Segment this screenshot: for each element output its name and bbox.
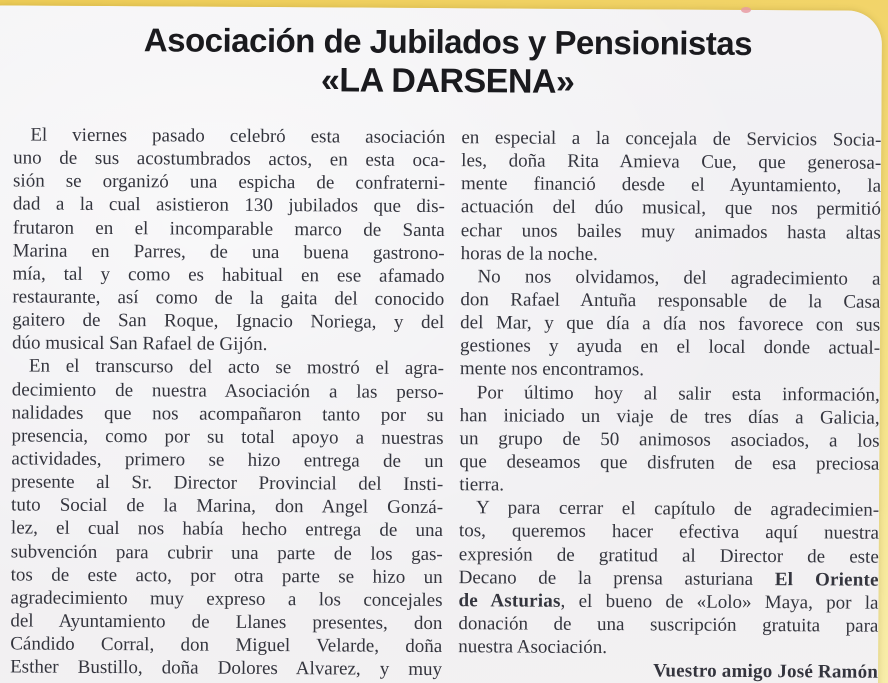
text-line (11, 447, 443, 473)
text-segment: Cándido Corral, don Miguel Velarde, doña (10, 633, 443, 658)
text-line (10, 633, 442, 659)
text-line (459, 496, 879, 522)
text-line (459, 450, 879, 476)
text-line (10, 586, 442, 612)
text-line (11, 540, 443, 566)
text-line (11, 517, 443, 543)
text-segment: mente financió desde el Ayuntamiento, la (460, 173, 882, 198)
text-line (12, 332, 444, 358)
text-segment: Y para cerrar el capítulo de agradecimien- (476, 497, 880, 521)
article-headline (14, 19, 882, 104)
text-segment: sión se organizó una espicha de confraterni- (13, 170, 446, 195)
text-line (459, 566, 879, 592)
text-line (11, 563, 443, 589)
text-segment: nalidades que nos acompañaron tanto por su (11, 402, 444, 426)
text-segment: echar unos bailes muy animados hasta altas (460, 219, 881, 244)
text-segment: tuto Social de la Marina, don Angel Gonzá- (11, 494, 444, 519)
text-segment: subvención para cubrir una parte de los gas- (10, 540, 443, 565)
text-line (10, 656, 442, 682)
text-segment: horas de la noche. (460, 242, 598, 265)
text-segment: actividades, primero se hizo entrega de un (11, 448, 444, 473)
text-segment: frutaron en el incomparable marco de Santa (12, 216, 445, 241)
text-segment: dúo musical San Rafael de Gijón. (12, 332, 268, 356)
text-line (459, 520, 879, 546)
text-segment: Decano de la prensa asturiana (458, 566, 775, 590)
text-line (13, 123, 445, 149)
text-line (460, 288, 880, 314)
text-line (13, 170, 445, 196)
text-segment: que deseamos que disfruten de esa preciosa (459, 451, 880, 475)
text-line (12, 355, 444, 381)
text-line (11, 471, 443, 497)
bold-text-segment: El Oriente (774, 568, 879, 591)
text-line (11, 424, 443, 450)
signature (458, 658, 878, 683)
text-segment: mente nos encontramos. (459, 358, 645, 381)
text-segment: gestiones y ayuda en el local donde actual- (460, 335, 881, 359)
bold-text-segment: Vuestro amigo José Ramón (653, 660, 879, 683)
text-segment: No nos olvidamos, del agradecimiento a (477, 266, 881, 290)
text-segment: donación de una suscripción gratuita para (458, 613, 879, 637)
text-segment: presencia, como por su total apoyo a nuestras (11, 425, 444, 449)
text-segment: presente al Sr. Director Provincial del Insti- (11, 471, 444, 496)
text-line (460, 311, 880, 337)
text-line (458, 589, 878, 615)
text-segment: han iniciado un viaje de tres días a Galicia, (459, 404, 880, 429)
text-segment: tos, queremos hacer efectiva aquí nuestra (458, 520, 879, 545)
text-segment: don Rafael Antuña responsable de la Casa (460, 289, 881, 313)
text-line (13, 193, 445, 219)
text-line (461, 126, 881, 152)
article (10, 11, 882, 683)
text-line (12, 285, 444, 311)
text-segment: gaitero de San Roque, Ignacio Noriega, y del (12, 309, 445, 334)
headline-line-2: «LA DARSENA» (320, 61, 575, 101)
text-line (461, 196, 881, 222)
text-segment: tos de este acto, por otra parte se hizo un (10, 564, 443, 588)
text-segment: del Ayuntamiento de Llanes presentes, don (10, 610, 443, 635)
text-segment: nuestra Asociación. (458, 636, 608, 659)
text-segment: del Mar, y que día a día nos favorece con sus (460, 312, 881, 336)
text-line (461, 242, 881, 268)
text-line (458, 635, 878, 661)
text-segment: en especial a la concejala de Servicios Socia- (461, 127, 882, 151)
text-segment: dad a la cual asistieron 130 jubilados que dis- (12, 193, 445, 218)
text-line (13, 147, 445, 173)
text-line (461, 172, 881, 198)
text-line (461, 149, 881, 175)
article-column-right (458, 126, 881, 683)
text-line (13, 239, 445, 265)
text-line (12, 401, 444, 427)
text-line (13, 216, 445, 242)
text-line (460, 381, 880, 407)
article-body (10, 123, 881, 683)
text-segment: Esther Bustillo, doña Dolores Alvarez, y muy (10, 656, 443, 681)
text-line (460, 358, 880, 384)
text-segment: expresión de gratitud al Director de este (458, 543, 879, 568)
text-line (11, 494, 443, 520)
text-line (12, 262, 444, 288)
text-segment: , el bueno de «Lolo» Maya, por la (560, 590, 879, 614)
text-segment: decimiento de nuestra Asociación a las perso- (11, 378, 444, 403)
text-line (461, 219, 881, 245)
text-segment: tierra. (459, 474, 505, 496)
text-line (12, 378, 444, 404)
text-line (12, 309, 444, 335)
text-segment: Marina en Parres, de una buena gastrono- (12, 240, 445, 264)
text-segment: actuación del dúo musical, que nos permitió (460, 196, 881, 221)
text-line (460, 265, 880, 291)
text-line (459, 473, 879, 499)
text-segment: agradecimiento muy expreso a los concejales (10, 587, 443, 611)
text-segment: mía, tal y como es habitual en ese afamado (12, 263, 445, 287)
text-segment: un grupo de 50 animosos asociados, a los (459, 427, 880, 452)
text-segment: El viernes pasado celebró esta asociación (30, 124, 446, 149)
text-line (459, 543, 879, 569)
text-line (10, 609, 442, 635)
text-line (460, 404, 880, 430)
text-segment: lez, el cual nos había hecho entrega de una (10, 517, 444, 542)
text-line (458, 612, 878, 638)
newspaper-clipping (0, 5, 882, 683)
article-column-left (10, 123, 445, 681)
headline-line-1: Asociación de Jubilados y Pensionistas (143, 21, 753, 62)
text-segment: uno de sus acostumbrados actos, en esta oca- (13, 147, 446, 172)
text-segment: Por último hoy al salir esta información, (476, 381, 880, 406)
text-line (459, 427, 879, 453)
text-segment: restaurante, así como de la gaita del conocido (12, 286, 445, 311)
text-line (460, 334, 880, 360)
text-segment: les, doña Rita Amieva Cue, que generosa- (461, 150, 882, 174)
text-segment: En el transcurso del acto se mostró el agra- (28, 355, 444, 380)
pink-ink-speck (741, 7, 751, 13)
bold-text-segment: de Asturias (458, 589, 561, 612)
